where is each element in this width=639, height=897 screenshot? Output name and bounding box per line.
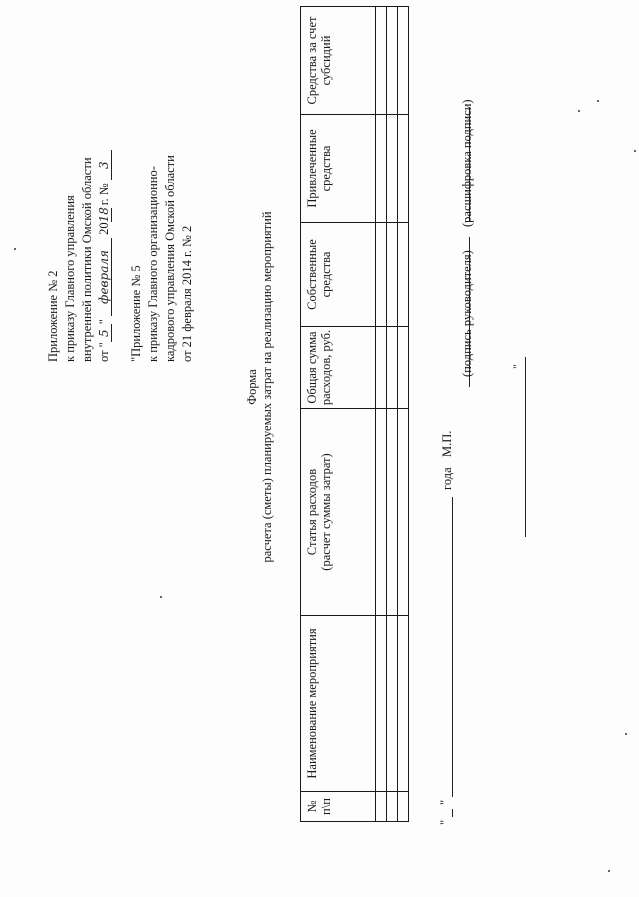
scan-speck [625, 733, 627, 735]
form-subtitle: расчета (сметы) планируемых затрат на реализацию мероприятий [260, 211, 274, 563]
table-row [398, 7, 409, 822]
date-month: февраля [97, 238, 112, 316]
signature-caption: (подпись руководителя) [460, 250, 474, 377]
col-own-header: Собственные средства [301, 223, 376, 327]
table-header-row [301, 7, 376, 822]
table-row [376, 7, 387, 822]
date-mid: " [97, 319, 111, 325]
date-quote-close: " [438, 799, 452, 805]
date-fill-block [438, 465, 478, 825]
date-number: 3 [97, 150, 112, 180]
day-blank-line [452, 809, 453, 817]
extra-signature-line [525, 357, 526, 537]
date-year-label: г. № [97, 183, 111, 206]
form-title: Форма [245, 369, 259, 405]
header-line-2: к приказу Главного управления [63, 195, 77, 362]
closing-quote: " [510, 364, 524, 369]
header-date-line [96, 32, 113, 362]
stamp-place: М.П. [440, 430, 454, 457]
table-row [387, 7, 398, 822]
date-day: 5 [97, 324, 112, 342]
col-subsidy-header: Средства за счет субсидий [301, 7, 376, 115]
col-name-header: Наименование мероприятия [301, 616, 376, 792]
appendix-line-1: "Приложение № 5 [129, 265, 143, 362]
header-line-3: внутренней политики Омской области [80, 157, 94, 362]
date-year-suffix: 18 [97, 207, 111, 223]
decode-caption: (расшифровка подписи) [460, 99, 474, 227]
col-attracted-header: Привлеченные средства [301, 115, 376, 223]
expense-table [300, 6, 409, 822]
header-block [45, 32, 196, 362]
scan-speck [14, 248, 16, 250]
date-prefix: от " [97, 342, 111, 362]
col-item-header-line1: Статья расходов [305, 468, 319, 556]
scan-speck [160, 596, 162, 598]
col-total-header: Общая сумма расходов, руб. [301, 327, 376, 409]
month-blank-line [452, 497, 453, 797]
year-word: года [440, 467, 454, 490]
col-number-header: № п\п [301, 792, 376, 822]
form-title-block [245, 177, 275, 597]
date-quote-open: " [438, 819, 452, 825]
appendix-line-2: к приказу Главного организационно- [146, 166, 160, 362]
col-item-header-line2: (расчет суммы затрат) [319, 453, 333, 571]
scan-speck [634, 150, 636, 152]
scan-speck [597, 100, 599, 102]
appendix-line-3: кадрового управления Омской области [163, 155, 177, 362]
appendix-line-4: от 21 февраля 2014 г. № 2 [180, 225, 194, 362]
scan-speck [578, 110, 580, 112]
scan-speck [608, 870, 610, 872]
header-line-1: Приложение № 2 [46, 270, 60, 362]
date-year-prefix: 20 [97, 222, 111, 235]
col-item-header [301, 409, 376, 616]
